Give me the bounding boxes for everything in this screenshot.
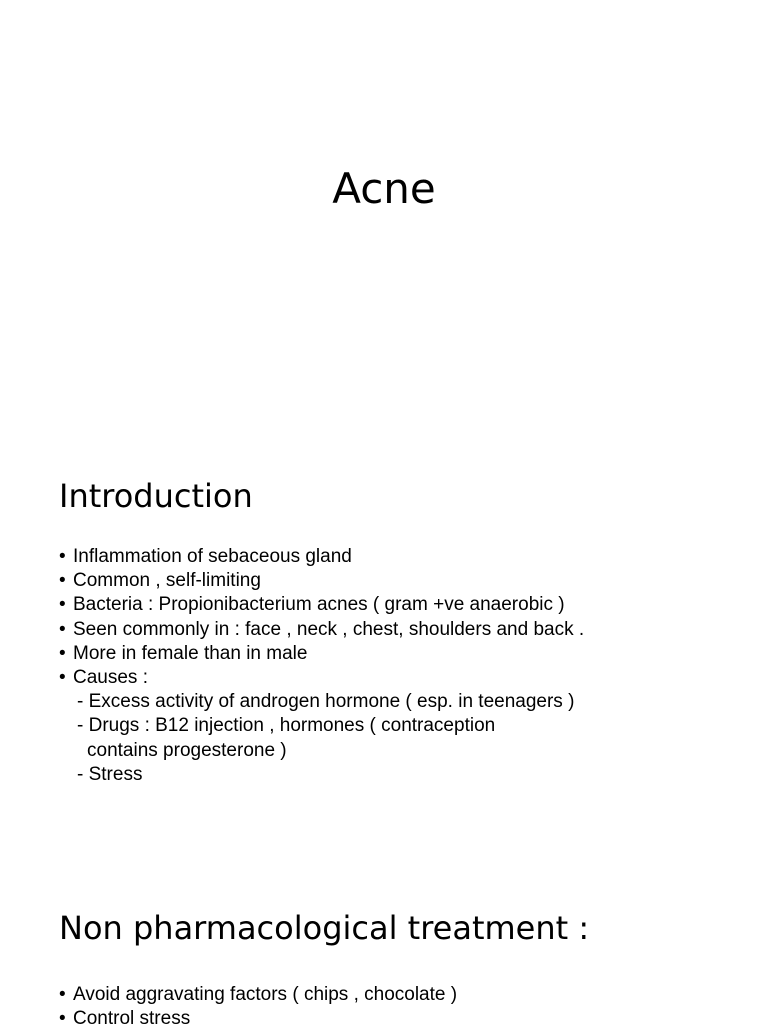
causes-sub-item: - Excess activity of androgen hormone ( esp. in teenagers ) [77,691,575,713]
list-item: • Avoid aggravating factors ( chips , chocolate ) [59,983,457,1007]
causes-sub-item-continuation: contains progesterone ) [87,739,287,761]
list-item: • Common , self-limiting [59,569,584,593]
list-item: • Inflammation of sebaceous gland [59,545,584,569]
list-item: • Causes : [59,666,584,690]
causes-sub-item: - Stress [77,763,143,785]
list-item: • Seen commonly in : face , neck , chest, shoulders and back . [59,618,584,642]
introduction-heading: Introduction [59,477,253,515]
causes-sub-item: - Drugs : B12 injection , hormones ( contraception [77,715,496,737]
list-item: • Control stress [59,1007,457,1031]
list-item: • More in female than in male [59,642,584,666]
list-item: • Bacteria : Propionibacterium acnes ( gram +ve anaerobic ) [59,593,584,617]
non-pharmacological-heading: Non pharmacological treatment : [59,909,590,947]
introduction-list [59,545,584,787]
page-title: Acne [332,164,436,213]
